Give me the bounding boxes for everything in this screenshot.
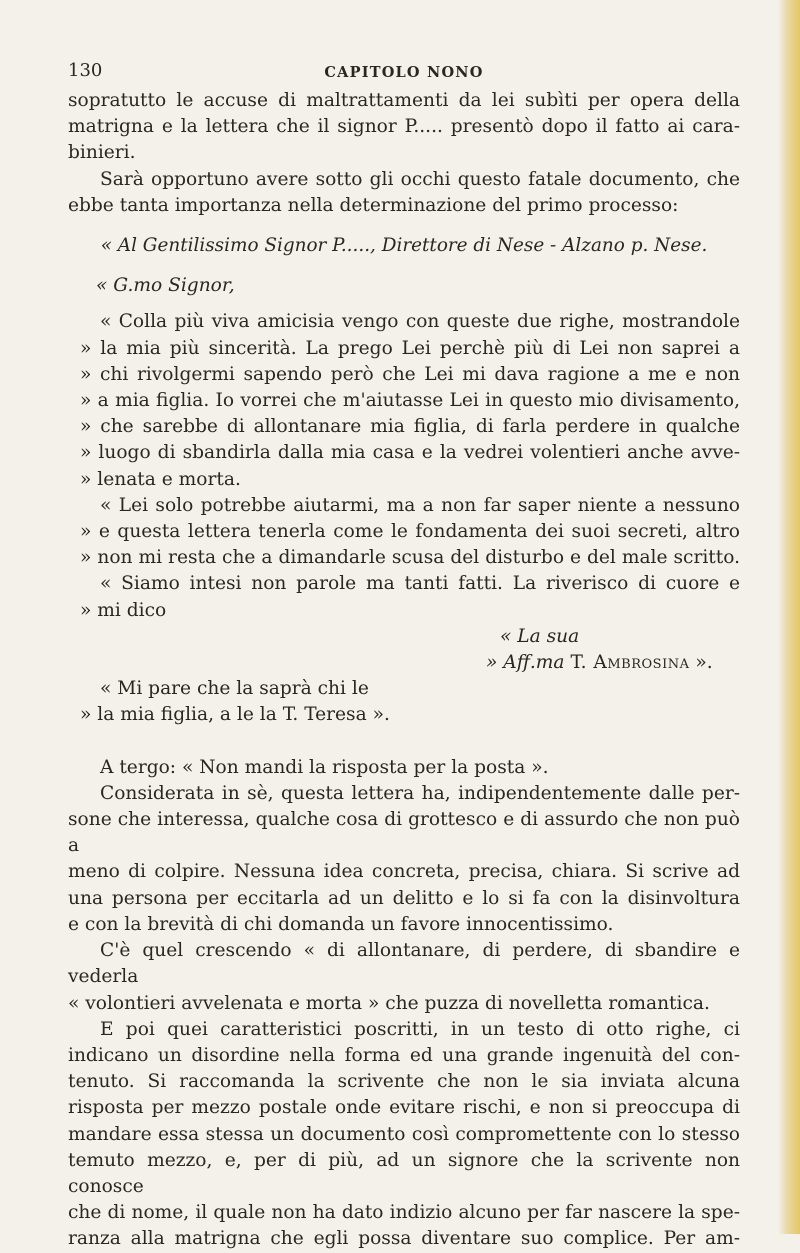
text-line: E poi quei caratteristici poscritti, in un testo di otto righe, ci xyxy=(100,1018,740,1040)
chapter-title: CAPITOLO NONO xyxy=(324,64,484,81)
text-line: binieri. xyxy=(68,142,136,164)
spacer xyxy=(68,729,740,755)
text-line: temuto mezzo, e, per di più, ad un signore che la scrivente non conosce xyxy=(68,1149,740,1197)
text-line: tenuto. Si raccomanda la scrivente che non le sia inviata alcuna xyxy=(68,1071,740,1093)
signature-name-line xyxy=(68,650,740,676)
letter-line: » lenata e morta. xyxy=(80,468,241,490)
letter-line: » che sarebbe di allontanare mia figlia, di farla perdere in qualche xyxy=(80,416,740,438)
text-line: ebbe tanta importanza nella determinazione del primo processo: xyxy=(68,194,679,216)
page-edge-shadow xyxy=(778,0,800,1234)
letter-line: » e questa lettera tenerla come le fondamenta dei suoi secreti, altro xyxy=(80,521,740,543)
letter-line: » mi dico xyxy=(80,599,167,621)
text-line: indicano un disordine nella forma ed una grande ingenuità del con- xyxy=(68,1044,740,1066)
book-page xyxy=(68,58,740,1253)
letter-line: » luogo di sbandirla dalla mia casa e la vedrei volentieri anche avve- xyxy=(80,442,740,464)
text-line: risposta per mezzo postale onde evitare rischi, e non si preoccupa di xyxy=(68,1097,740,1119)
text-line: ranza alla matrigna che egli possa diventare suo complice. Per am- xyxy=(68,1228,740,1250)
letter-line: » la mia più sincerità. La prego Lei perchè più di Lei non saprei a xyxy=(80,337,740,359)
text-line: A tergo: « Non mandi la risposta per la posta ». xyxy=(100,756,549,778)
text-line: mandare essa stessa un documento così compromettente con lo stesso xyxy=(68,1123,740,1145)
text-line: C'è quel crescendo « di allontanare, di perdere, di sbandire e vederla xyxy=(68,940,740,988)
letter-line: » a mia figlia. Io vorrei che m'aiutasse Lei in questo mio divisamento, xyxy=(80,390,740,412)
text-line: matrigna e la lettera che il signor P..... presentò dopo il fatto ai cara- xyxy=(68,116,740,138)
text-line: che di nome, il quale non ha dato indizio alcuno per far nascere la spe- xyxy=(68,1202,740,1224)
postscript-line: » la mia figlia, a le la T. Teresa ». xyxy=(80,704,390,726)
text-line: sone che interessa, qualche cosa di grottesco e di assurdo che non può a xyxy=(68,809,740,857)
letter-line: « Siamo intesi non parole ma tanti fatti. La riverisco di cuore e xyxy=(100,573,740,595)
signature-closing: » Aff.ma xyxy=(486,652,565,674)
signature-end: ». xyxy=(695,652,713,674)
postscript-line: « Mi pare che la saprà chi le xyxy=(100,678,369,700)
text-line: e con la brevità di chi domanda un favore innocentissimo. xyxy=(68,913,614,935)
letter-salutation: « G.mo Signor, xyxy=(96,275,235,297)
text-line: Considerata in sè, questa lettera ha, indipendentemente dalle per- xyxy=(100,782,740,804)
letter-line: « Lei solo potrebbe aiutarmi, ma a non far saper niente a nessuno xyxy=(100,494,740,516)
text-line: sopratutto le accuse di maltrattamenti da lei subìti per opera della xyxy=(68,90,740,111)
letter-line: » non mi resta che a dimandarle scusa del disturbo e del male scritto. xyxy=(80,547,740,569)
text-line: una persona per eccitarla ad un delitto e lo si fa con la disinvoltura xyxy=(68,887,740,909)
text-line: Sarà opportuno avere sotto gli occhi questo fatale documento, che xyxy=(100,168,740,190)
text-line: « volontieri avvelenata e morta » che puzza di novelletta romantica. xyxy=(68,992,710,1014)
letter-line: » chi rivolgermi sapendo però che Lei mi dava ragione a me e non xyxy=(80,363,740,385)
signature-name: T. Ambrosina xyxy=(570,652,690,674)
letter-address: « Al Gentilissimo Signor P....., Direttore di Nese - Alzano p. Nese. xyxy=(100,235,708,257)
text-line: meno di colpire. Nessuna idea concreta, precisa, chiara. Si scrive ad xyxy=(68,861,740,883)
page-number: 130 xyxy=(68,60,103,81)
letter-line: « Colla più viva amicisia vengo con queste due righe, mostrandole xyxy=(100,311,740,333)
running-header xyxy=(68,58,740,88)
signature-line: « La sua xyxy=(500,625,580,647)
